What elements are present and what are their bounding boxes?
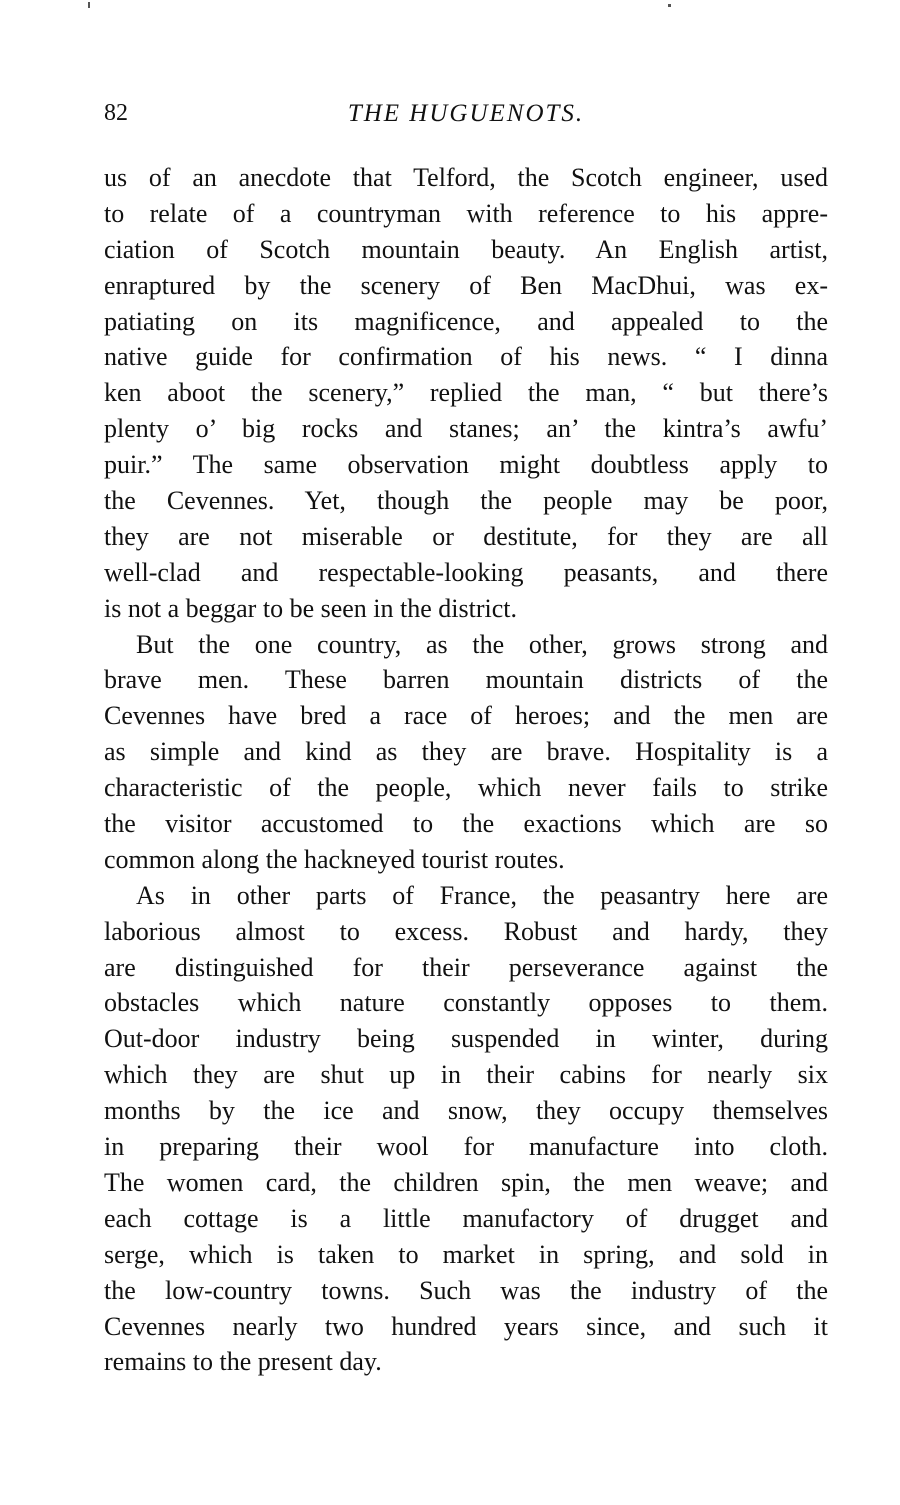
paragraph xyxy=(104,160,828,627)
text-line: to relate of a countryman with reference to his appre- xyxy=(104,198,828,228)
text-line: enraptured by the scenery of Ben MacDhui, was ex- xyxy=(104,270,828,300)
text-line: brave men. These barren mountain districts of the xyxy=(104,665,828,695)
text-line: as simple and kind as they are brave. Hospitality is a xyxy=(104,737,828,767)
running-title: THE HUGUENOTS. xyxy=(347,100,585,127)
text-line: well-clad and respectable-looking peasants, and there xyxy=(104,557,828,587)
text-line: But the one country, as the other, grows strong and xyxy=(136,629,828,659)
paragraph xyxy=(104,878,828,1380)
text-line: laborious almost to excess. Robust and hardy, they xyxy=(104,916,828,946)
text-line: the Cevennes. Yet, though the people may be poor, xyxy=(104,486,828,516)
text-line: plenty o’ big rocks and stanes; an’ the kintra’s awfu’ xyxy=(104,414,828,444)
text-line: is not a beggar to be seen in the district. xyxy=(104,593,518,623)
text-line: us of an anecdote that Telford, the Scotch engineer, used xyxy=(104,163,828,192)
text-line: remains to the present day. xyxy=(104,1347,382,1377)
text-line: which they are shut up in their cabins for nearly six xyxy=(104,1060,828,1090)
text-line: in preparing their wool for manufacture into cloth. xyxy=(104,1132,828,1162)
text-line: serge, which is taken to market in spring, and sold in xyxy=(104,1239,828,1269)
text-line: Out-door industry being suspended in winter, during xyxy=(104,1024,828,1054)
text-line: are distinguished for their perseverance against the xyxy=(104,952,828,982)
scan-speck xyxy=(88,2,90,8)
text-line: The women card, the children spin, the men weave; and xyxy=(104,1167,828,1197)
text-line: ken aboot the scenery,” replied the man, “ but there’s xyxy=(104,378,828,408)
text-line: puir.” The same observation might doubtless apply to xyxy=(104,450,828,480)
text-line: ciation of Scotch mountain beauty. An English artist, xyxy=(104,234,828,264)
text-line: the low-country towns. Such was the industry of the xyxy=(104,1275,828,1305)
text-line: As in other parts of France, the peasantry here are xyxy=(136,880,828,910)
paragraph xyxy=(104,627,828,878)
text-line: common along the hackneyed tourist routes. xyxy=(104,844,565,874)
text-line: patiating on its magnificence, and appealed to the xyxy=(104,306,828,336)
text-line: Cevennes have bred a race of heroes; and the men are xyxy=(104,701,828,731)
page-number: 82 xyxy=(104,100,128,126)
text-line: obstacles which nature constantly opposes to them. xyxy=(104,988,828,1018)
text-line: characteristic of the people, which never fails to strike xyxy=(104,773,828,803)
text-line: the visitor accustomed to the exactions which are so xyxy=(104,809,828,839)
text-line: Cevennes nearly two hundred years since, and such it xyxy=(104,1311,828,1341)
text-line: they are not miserable or destitute, for they are all xyxy=(104,521,828,551)
scan-speck xyxy=(668,4,671,7)
body-text xyxy=(104,160,828,1380)
page-header xyxy=(104,100,828,140)
text-line: each cottage is a little manufactory of drugget and xyxy=(104,1203,828,1233)
text-line: native guide for confirmation of his news. “ I dinna xyxy=(104,342,828,372)
text-line: months by the ice and snow, they occupy themselves xyxy=(104,1096,828,1126)
